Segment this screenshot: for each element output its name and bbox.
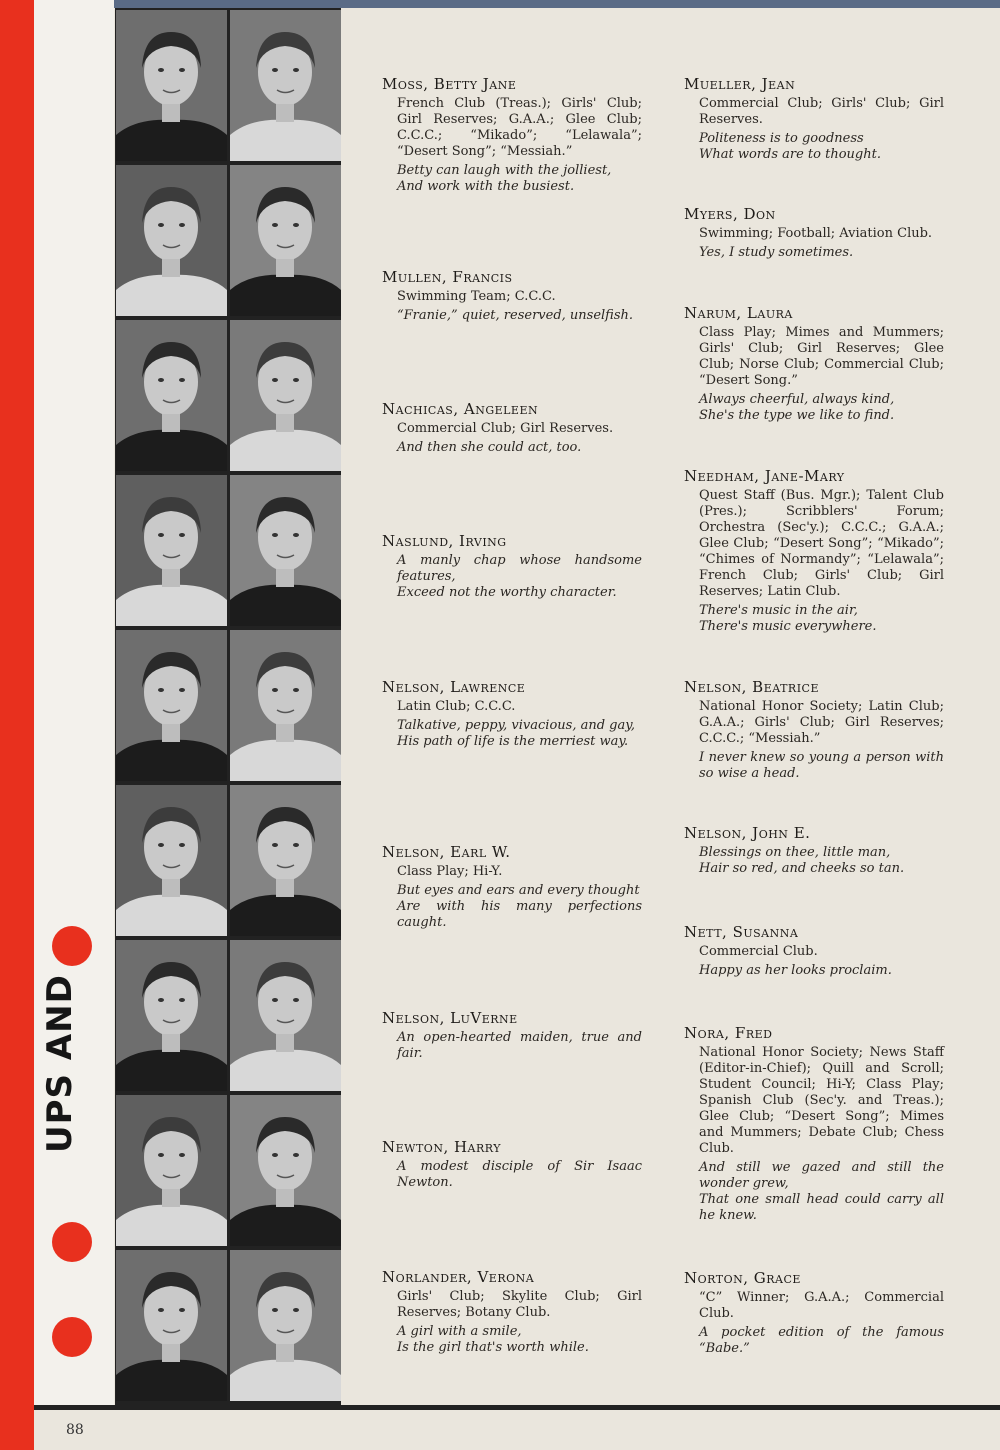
student-portrait	[230, 630, 341, 781]
red-dot	[52, 926, 92, 966]
student-name: Myers, Don	[684, 205, 776, 223]
quote-line: Betty can laugh with the jolliest,	[397, 163, 612, 178]
student-name: Needham, Jane-Mary	[684, 467, 845, 485]
student-activities: Swimming; Football; Aviation Club.	[699, 226, 933, 241]
student-portrait	[230, 785, 341, 936]
student-quote	[699, 845, 944, 877]
portrait-grid	[115, 8, 341, 1406]
student-quote	[699, 245, 944, 261]
quote-line: Always cheerful, always kind,	[699, 392, 895, 407]
student-portrait	[116, 630, 227, 781]
student-activities: Swimming Team; C.C.C.	[397, 289, 556, 304]
quote-line: His path of life is the merriest way.	[397, 734, 629, 749]
student-entry	[684, 923, 944, 979]
student-name: Narum, Laura	[684, 304, 793, 322]
quote-line: “Franie,” quiet, reserved, unselfish.	[397, 308, 634, 323]
student-entry	[382, 1138, 642, 1191]
student-portrait	[116, 785, 227, 936]
student-activities: Commercial Club; Girl Reserves.	[397, 421, 614, 436]
student-name: Nelson, LuVerne	[382, 1009, 518, 1027]
student-quote	[397, 1159, 642, 1191]
quote-line: There's music everywhere.	[699, 619, 877, 634]
student-name: Norton, Grace	[684, 1269, 801, 1287]
student-activities: Class Play; Mimes and Mummers; Girls' Club; Girl Reserves; Glee Club; Norse Club; Commercial Club; “Desert Song.”	[699, 325, 944, 388]
red-dot	[52, 1317, 92, 1357]
quote-line: What words are to thought.	[699, 147, 881, 162]
student-name: Moss, Betty Jane	[382, 75, 517, 93]
student-entry	[684, 1024, 944, 1224]
student-quote	[397, 883, 642, 931]
student-portrait	[230, 940, 341, 1091]
student-entry	[684, 75, 944, 163]
quote-line: Politeness is to goodness	[699, 131, 864, 146]
student-name: Newton, Harry	[382, 1138, 501, 1156]
student-entry	[684, 678, 944, 782]
student-name: Nelson, Lawrence	[382, 678, 526, 696]
student-entry	[684, 205, 944, 261]
student-quote	[397, 308, 642, 324]
student-activities: National Honor Society; Latin Club; G.A.A.; Girls' Club; Girl Reserves; C.C.C.; “Messiah.”	[699, 699, 944, 746]
quote-line: Are with his many perfections caught.	[397, 899, 642, 930]
bottom-rule	[34, 1405, 1000, 1410]
student-entry	[684, 467, 944, 635]
student-name: Norlander, Verona	[382, 1268, 535, 1286]
quote-line: She's the type we like to find.	[699, 408, 895, 423]
student-name: Nachicas, Angeleen	[382, 400, 539, 418]
student-name: Nora, Fred	[684, 1024, 773, 1042]
student-portrait	[116, 1250, 227, 1401]
student-name: Nelson, Beatrice	[684, 678, 819, 696]
student-quote	[397, 1324, 642, 1356]
quote-line: Blessings on thee, little man,	[699, 845, 891, 860]
student-portrait	[230, 1095, 341, 1246]
quote-line: And still we gazed and still the wonder grew,	[699, 1160, 944, 1191]
quote-line: I never knew so young a person with so wise a head.	[699, 750, 944, 781]
quote-line: A modest disciple of Sir Isaac Newton.	[397, 1159, 642, 1190]
top-edge-strip	[0, 0, 1000, 8]
quote-line: A manly chap whose handsome features,	[397, 553, 642, 584]
sidebar-title: UPS AND	[40, 974, 80, 1153]
student-activities: Class Play; Hi-Y.	[397, 864, 503, 879]
student-portrait	[116, 940, 227, 1091]
student-activities: “C” Winner; G.A.A.; Commercial Club.	[699, 1290, 944, 1321]
student-portrait	[116, 1095, 227, 1246]
quote-line: A girl with a smile,	[397, 1324, 522, 1339]
quote-line: But eyes and ears and every thought	[397, 883, 640, 898]
quote-line: Happy as her looks proclaim.	[699, 963, 892, 978]
student-name: Nelson, John E.	[684, 824, 811, 842]
student-portrait	[230, 320, 341, 471]
red-dot	[52, 1222, 92, 1262]
student-entry	[382, 75, 642, 195]
quote-line: There's music in the air,	[699, 603, 858, 618]
student-name: Naslund, Irving	[382, 532, 507, 550]
student-portrait	[116, 165, 227, 316]
student-quote	[397, 1030, 642, 1062]
quote-line: Talkative, peppy, vivacious, and gay,	[397, 718, 635, 733]
quote-line: And then she could act, too.	[397, 440, 582, 455]
student-portrait	[230, 165, 341, 316]
student-entry	[684, 824, 944, 877]
quote-line: And work with the busiest.	[397, 179, 575, 194]
sidebar-panel	[34, 0, 114, 1405]
student-quote	[699, 750, 944, 782]
student-entry	[382, 268, 642, 324]
student-portrait	[116, 320, 227, 471]
quote-line: Hair so red, and cheeks so tan.	[699, 861, 905, 876]
student-quote	[699, 963, 944, 979]
student-quote	[397, 553, 642, 601]
student-name: Mueller, Jean	[684, 75, 796, 93]
quote-line: A pocket edition of the famous “Babe.”	[699, 1325, 944, 1356]
quote-line: Is the girl that's worth while.	[397, 1340, 589, 1355]
student-activities: Commercial Club.	[699, 944, 818, 959]
student-activities: Quest Staff (Bus. Mgr.); Talent Club (Pres.); Scribblers' Forum; Orchestra (Sec'y.); C.C.C.; G.A.A.; Glee Club; “Desert Song”; “Mikado”; “Chimes of Normandy”; “Lelawala”; French Club; Girls' Club; Girl Reserves; Latin Club.	[699, 488, 944, 599]
student-quote	[699, 1325, 944, 1357]
student-quote	[699, 1160, 944, 1224]
student-entry	[382, 1009, 642, 1062]
student-entry	[382, 532, 642, 601]
student-quote	[699, 131, 944, 163]
student-quote	[699, 603, 944, 635]
quote-line: Exceed not the worthy character.	[397, 585, 617, 600]
student-portrait	[116, 10, 227, 161]
student-quote	[397, 440, 642, 456]
student-entry	[382, 400, 642, 456]
student-activities: Latin Club; C.C.C.	[397, 699, 516, 714]
student-activities: National Honor Society; News Staff (Editor-in-Chief); Quill and Scroll; Student Council; Hi-Y; Class Play; Spanish Club (Sec'y. and Treas.); Glee Club; “Desert Song”; Mimes and Mummers; Debate Club; Chess Club.	[699, 1045, 944, 1156]
student-portrait	[230, 10, 341, 161]
student-activities: Commercial Club; Girls' Club; Girl Reserves.	[699, 96, 944, 127]
student-quote	[397, 718, 642, 750]
student-portrait	[230, 475, 341, 626]
red-margin-bar	[0, 0, 34, 1450]
student-entry	[382, 1268, 642, 1356]
quote-line: An open-hearted maiden, true and fair.	[397, 1030, 642, 1061]
student-portrait	[116, 475, 227, 626]
student-entry	[684, 304, 944, 424]
student-portrait	[230, 1250, 341, 1401]
student-name: Nelson, Earl W.	[382, 843, 511, 861]
student-entry	[684, 1269, 944, 1357]
student-name: Nett, Susanna	[684, 923, 799, 941]
student-entry	[382, 843, 642, 931]
student-activities: French Club (Treas.); Girls' Club; Girl Reserves; G.A.A.; Glee Club; C.C.C.; “Mikado”; “Lelawala”; “Desert Song”; “Messiah.”	[397, 96, 642, 159]
quote-line: That one small head could carry all he knew.	[699, 1192, 944, 1223]
student-quote	[699, 392, 944, 424]
student-entry	[382, 678, 642, 750]
page-number: 88	[66, 1422, 84, 1438]
student-activities: Girls' Club; Skylite Club; Girl Reserves; Botany Club.	[397, 1289, 642, 1320]
quote-line: Yes, I study sometimes.	[699, 245, 854, 260]
student-quote	[397, 163, 642, 195]
student-name: Mullen, Francis	[382, 268, 513, 286]
